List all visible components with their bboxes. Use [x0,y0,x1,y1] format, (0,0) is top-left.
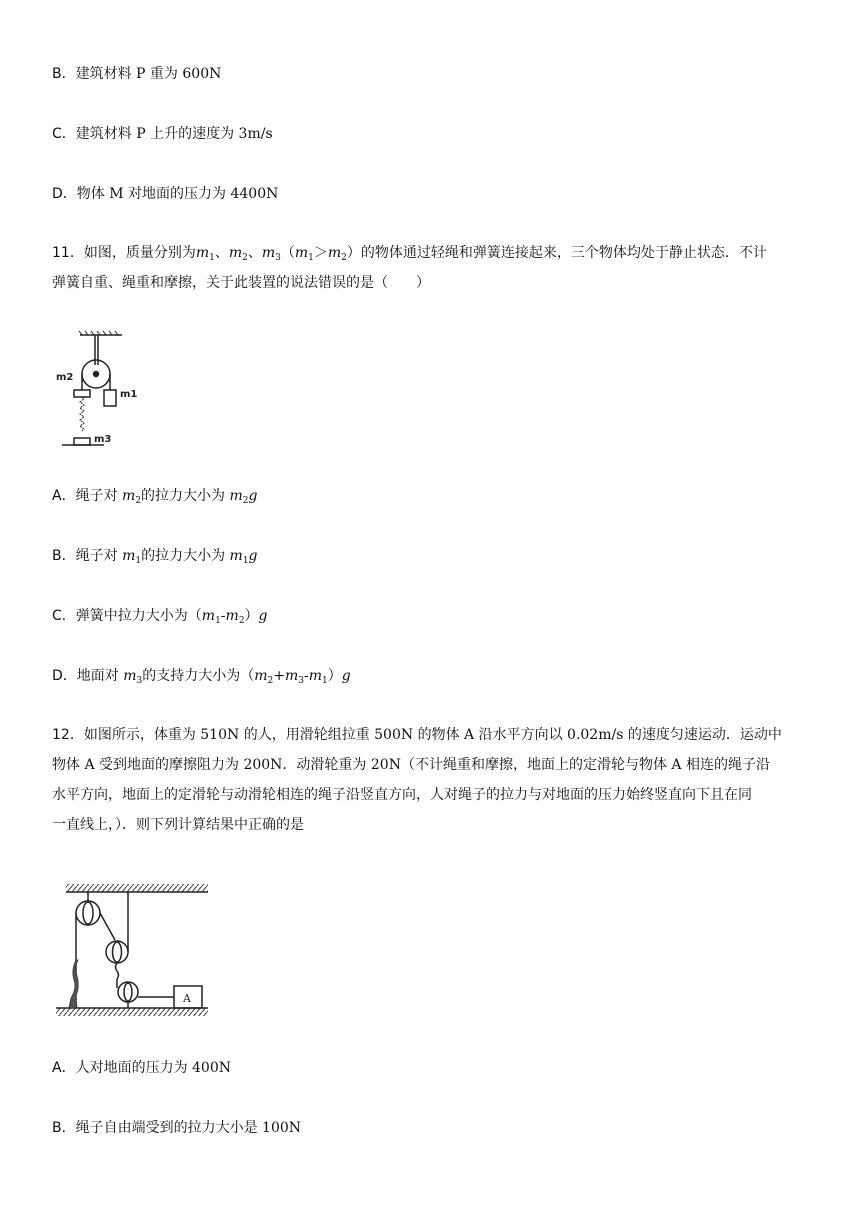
q10-option-b: B．建筑材料 P 重为 600N [52,66,222,82]
option-label: D [52,186,63,202]
option-label: C [52,126,62,142]
q12-pulley-system-figure [52,880,212,1024]
option-label: D [52,668,63,684]
question-number: 11 [52,245,70,261]
m2-figure-label: m2 [56,372,74,383]
m1-figure-label: m1 [120,389,138,400]
q10-option-d: D．物体 M 对地面的压力为 4400N [52,186,279,202]
option-text: 绳子对 $m_1$的拉力大小为 $m_1g$ [75,548,258,566]
option-text: 建筑材料 P 重为 600N [75,66,222,82]
q11-stem [52,238,812,298]
q12-stem-line1: 12．如图所示，体重为 510N 的人，用滑轮组拉重 500N 的物体 A 沿水平方向以 0.02m/s 的速度匀速运动．运动中 [52,727,782,743]
question-number: 12 [52,727,70,743]
block-a-figure-label: A [183,992,191,1005]
q12-stem-line4: 一直线上，）．则下列计算结果中正确的是 [52,817,304,833]
option-text: 弹簧中拉力大小为$(m_1-m_2)g$ [75,608,268,626]
q11-option-d: D．地面对 $m_3$的支持力大小为$(m_2+m_3-m_1)g$ [52,668,351,686]
q11-pulley-spring-figure [52,330,152,454]
m3-figure-label: m3 [94,434,112,445]
q12-option-a: A．人对地面的压力为 400N [52,1060,231,1076]
option-text: 建筑材料 P 上升的速度为 3m/s [75,126,273,142]
option-label: A [52,488,62,504]
option-text: 绳子对 $m_2$的拉力大小为 $m_2g$ [75,488,258,506]
option-text: 地面对 $m_3$的支持力大小为$(m_2+m_3-m_1)g$ [76,668,351,686]
option-label: A [52,1060,62,1076]
q12-option-b: B．绳子自由端受到的拉力大小是 100N [52,1120,302,1136]
option-text: 人对地面的压力为 400N [75,1060,231,1076]
q11-stem-line2: 弹簧自重、绳重和摩擦，关于此装置的说法错误的是（ ） [52,275,430,291]
q11-option-a: A．绳子对 $m_2$的拉力大小为 $m_2g$ [52,488,258,506]
q12-stem-line3: 水平方向，地面上的定滑轮与动滑轮相连的绳子沿竖直方向，人对绳子的拉力与对地面的压力始终竖直向下且在同 [52,787,752,803]
option-label: C [52,608,62,624]
option-label: B [52,66,62,82]
option-text: 绳子自由端受到的拉力大小是 100N [75,1120,302,1136]
q12-stem [52,720,812,840]
q10-option-c: C．建筑材料 P 上升的速度为 3m/s [52,126,273,142]
q11-stem-line1: 11．如图，质量分别为$m_1$、$m_2$、$m_3(m_1>m_2)$的物体通过轻绳和弹簧连接起来，三个物体均处于静止状态．不计 [52,245,767,263]
q12-stem-line2: 物体 A 受到地面的摩擦阻力为 200N．动滑轮重为 20N（不计绳重和摩擦，地面上的定滑轮与物体 A 相连的绳子沿 [52,757,770,773]
q11-option-c: C．弹簧中拉力大小为$(m_1-m_2)g$ [52,608,268,626]
option-label: B [52,548,62,564]
q11-option-b: B．绳子对 $m_1$的拉力大小为 $m_1g$ [52,548,258,566]
option-label: B [52,1120,62,1136]
option-text: 物体 M 对地面的压力为 4400N [76,186,279,202]
